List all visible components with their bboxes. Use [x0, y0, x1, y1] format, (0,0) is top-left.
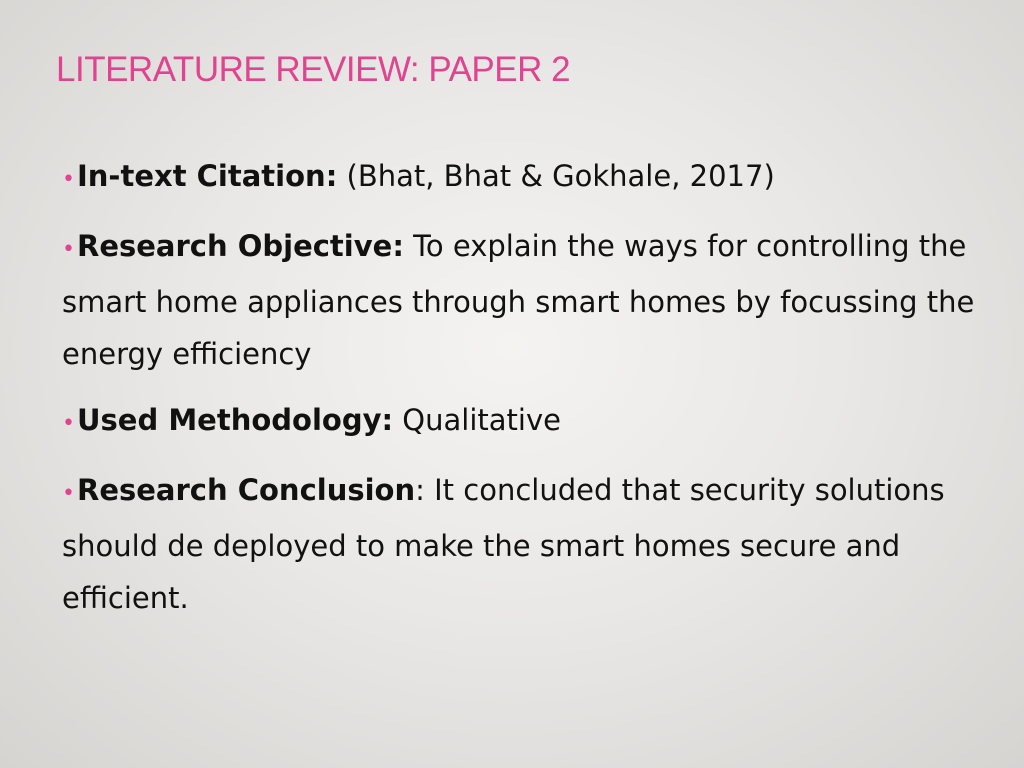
bullet-list	[62, 150, 982, 638]
bullet-term: Research Conclusion	[76, 473, 416, 507]
bullet-text: To explain the ways for controlling the smart home appliances through smart homes by focussing the energy efficiency	[62, 229, 975, 371]
slide-title: LITERATURE REVIEW: PAPER 2	[56, 50, 571, 89]
bullet-text: It concluded that security solutions should de deployed to make the smart homes secure and efficient.	[62, 473, 945, 615]
bullet-methodology	[62, 394, 982, 450]
bullet-text: (Bhat, Bhat & Gokhale, 2017)	[337, 159, 775, 193]
bullet-text: Qualitative	[393, 403, 561, 437]
bullet-objective	[62, 220, 982, 380]
bullet-icon: •	[62, 481, 75, 506]
bullet-separator: :	[381, 403, 394, 437]
bullet-icon: •	[62, 237, 75, 262]
bullet-separator: :	[415, 473, 425, 507]
bullet-term: Used Methodology	[76, 403, 382, 437]
bullet-separator: :	[325, 159, 338, 193]
bullet-separator: :	[392, 229, 404, 263]
bullet-term: In-text Citation	[76, 159, 326, 193]
bullet-icon: •	[62, 411, 75, 436]
bullet-conclusion	[62, 464, 982, 624]
bullet-citation	[62, 150, 982, 206]
bullet-icon: •	[62, 167, 75, 192]
bullet-term: Research Objective	[76, 229, 393, 263]
